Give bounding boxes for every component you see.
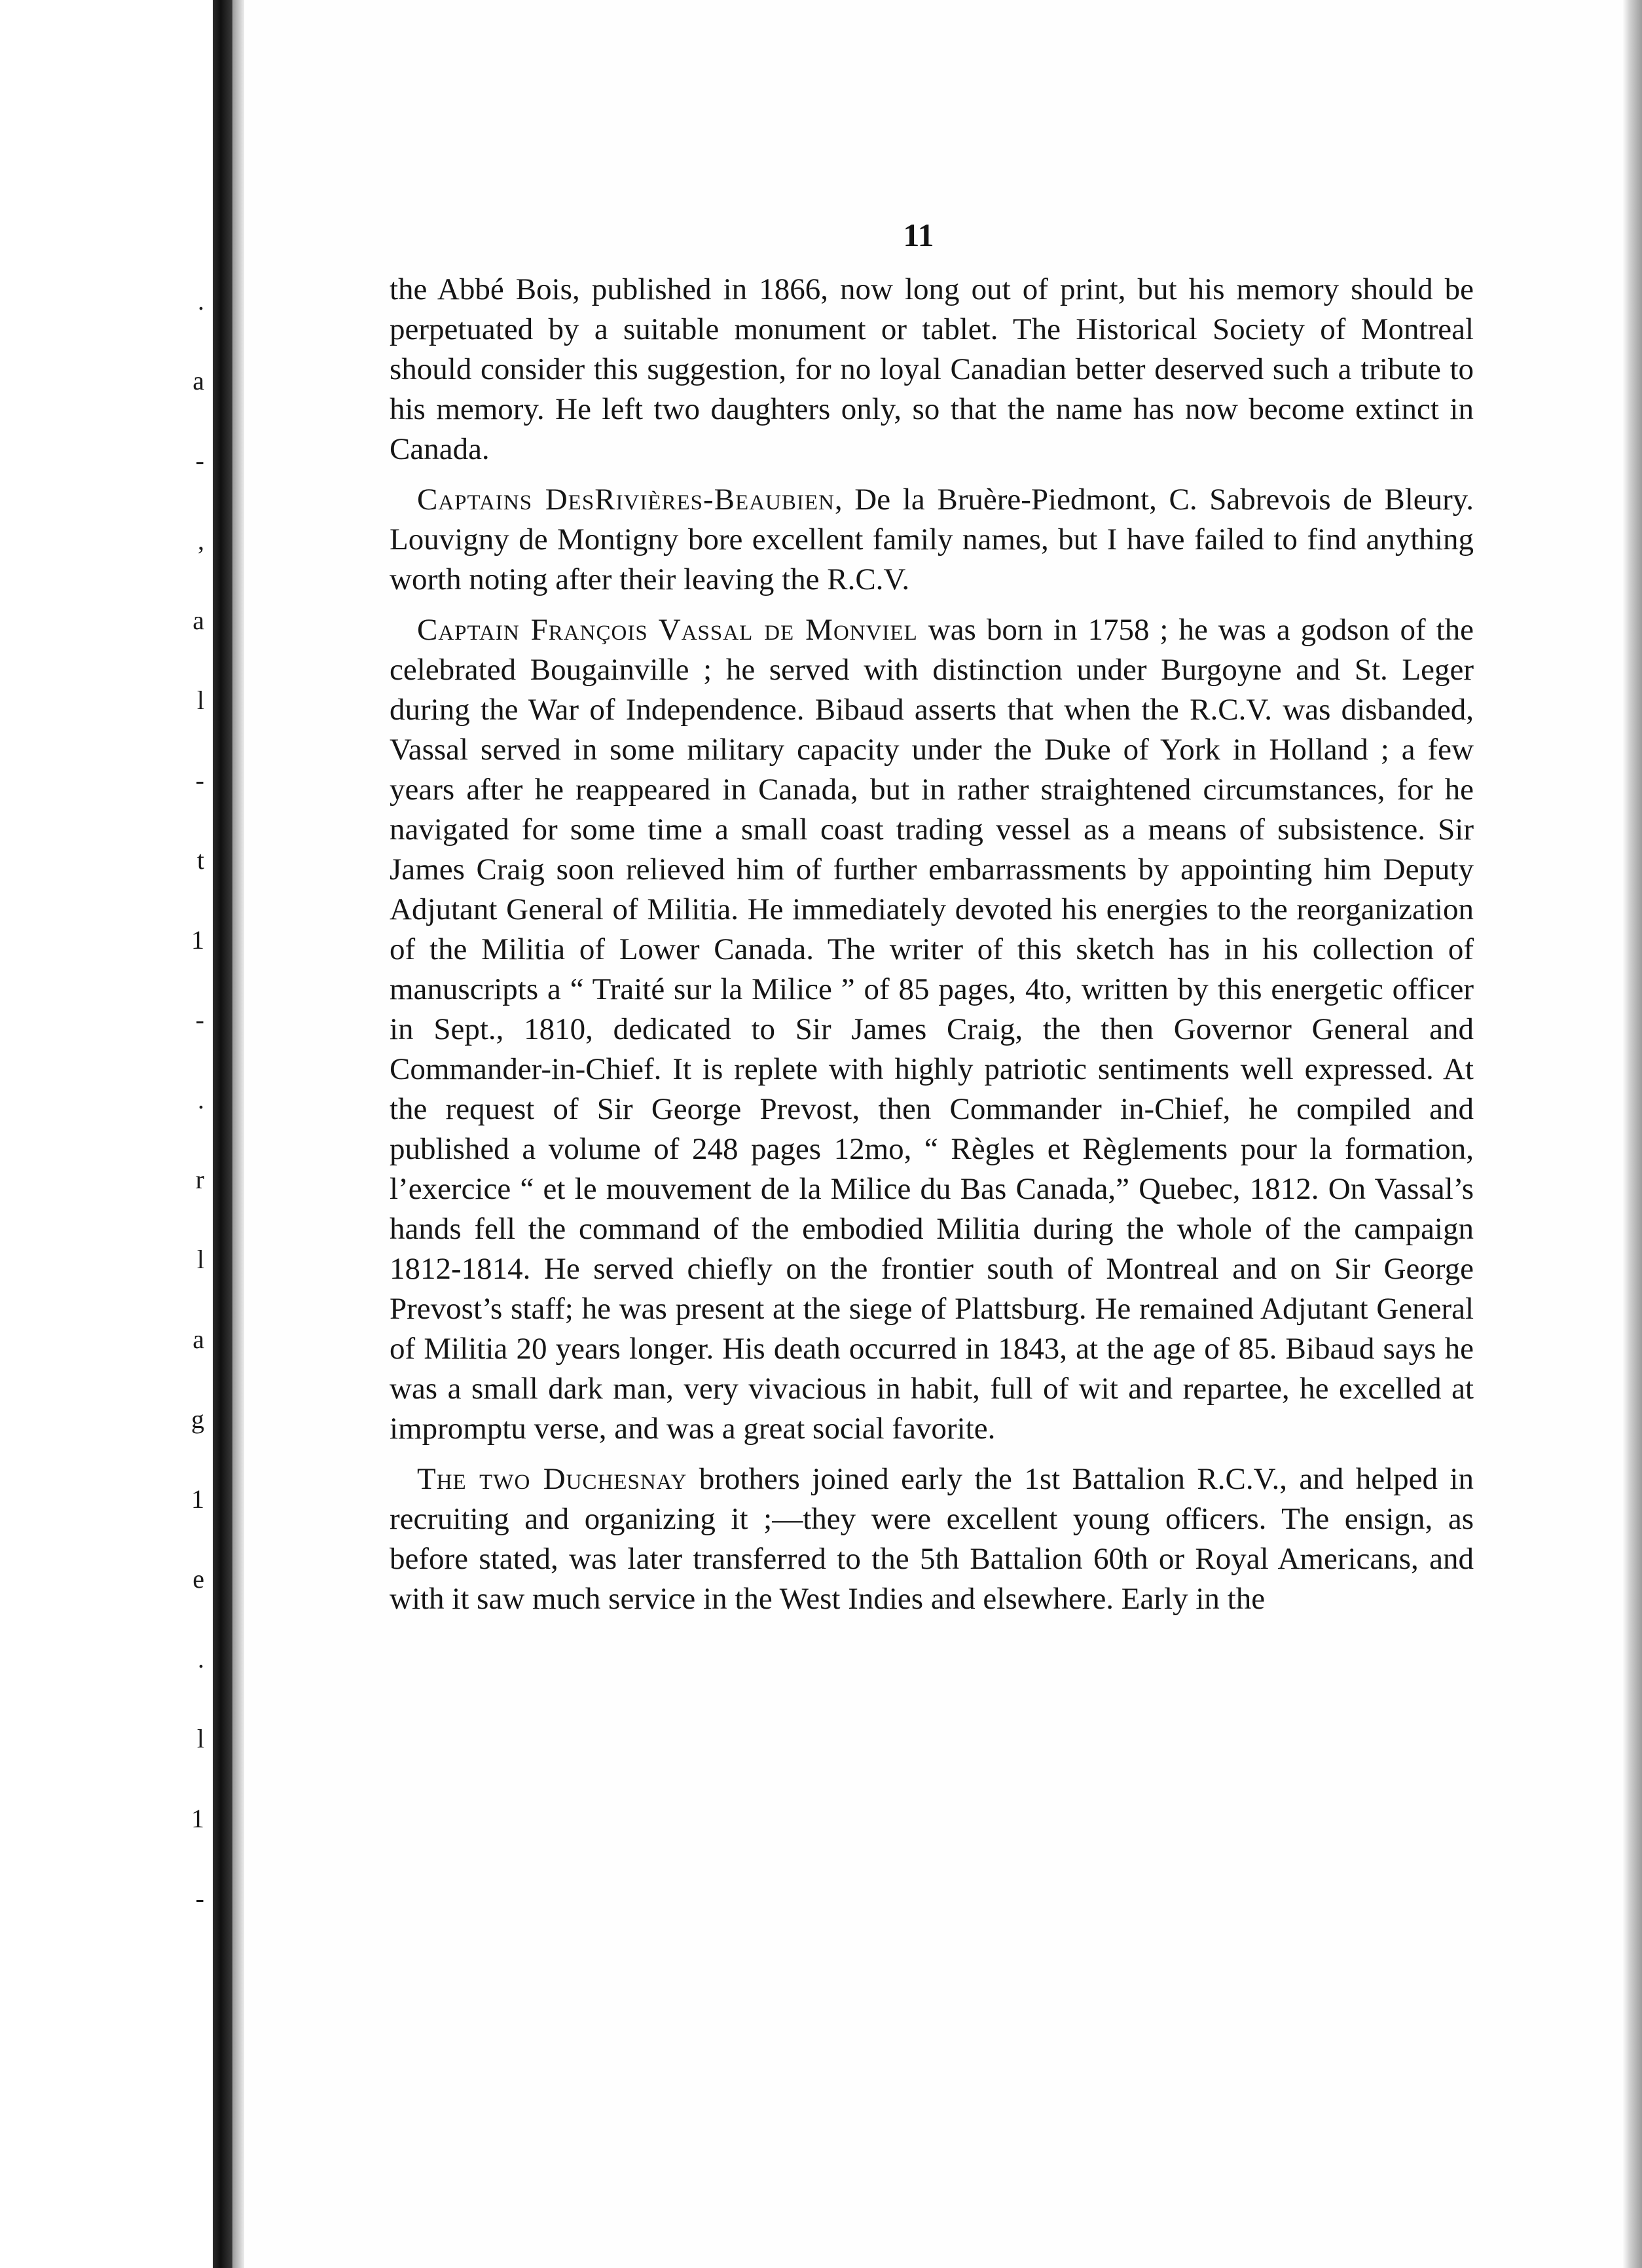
left-page-fragment: e — [192, 1564, 204, 1594]
left-page-fragment: a — [192, 366, 204, 395]
left-page-fragment: - — [195, 765, 204, 795]
left-page-text-fragments — [0, 0, 210, 2268]
left-page-fragment: 1 — [191, 1804, 204, 1833]
left-page-fragment: 1 — [191, 1484, 204, 1514]
book-page — [244, 0, 1622, 2268]
left-page-fragment: l — [196, 1724, 204, 1753]
left-page-fragment: - — [195, 446, 204, 475]
paragraph-lead: Captain François Vassal de Monviel — [417, 613, 918, 647]
left-page-fragment: , — [198, 526, 204, 555]
left-page-fragment: . — [198, 286, 204, 316]
left-page-fragment: . — [198, 1085, 204, 1114]
paragraph-captains-desrivieres — [390, 480, 1474, 600]
left-page-fragment: l — [196, 686, 204, 715]
paragraph-lead: Captains DesRivières-Beaubien — [417, 483, 835, 517]
paragraph-duchesnay-brothers — [390, 1459, 1474, 1619]
page-right-edge-shadow — [1622, 0, 1642, 2268]
left-page-fragment: 1 — [191, 925, 204, 955]
left-page-fragment: r — [195, 1165, 204, 1194]
book-gutter — [213, 0, 232, 2268]
left-page-fragment: - — [195, 1005, 204, 1034]
paragraph-text: brothers joined early the 1st Battalion R.C.V., and helped in recruiting and organizing it ;—they were excellent young officers. The ensign, as before stated, was later transferred to the 5th Battalion 60th or Royal Americans, and with it saw much service in the West Indies and elsewhere. Early in the — [390, 1462, 1474, 1616]
paragraph-abbe-bois — [390, 270, 1474, 469]
left-page-fragment: a — [192, 1325, 204, 1354]
paragraph-lead: The two Duchesnay — [417, 1462, 687, 1496]
paragraph-text: , De la Bruère-Piedmont, C. Sabrevois de Bleury. Louvigny de Montigny bore excellent family names, but I have failed to find anything worth noting after their leaving the R.C.V. — [390, 483, 1474, 596]
page-body-text — [390, 270, 1474, 1630]
gutter-shadow — [232, 0, 244, 2268]
paragraph-vassal-de-monviel — [390, 610, 1474, 1449]
left-page-fragment: . — [198, 1644, 204, 1674]
left-page-fragment: a — [192, 606, 204, 635]
paragraph-text: was born in 1758 ; he was a godson of the celebrated Bougainville ; he served with distinction under Burgoyne and St. Leger during the War of Independence. Bibaud asserts that when the R.C.V. was disbanded, Vassal served in some military capacity under the Duke of York in Holland ; a few years after he reappeared in Canada, but in rather straightened circumstances, for he navigated for some time a small coast trading vessel as a means of subsistence. Sir James Craig soon relieved him of further embarrassments by appointing him Deputy Adjutant General of Militia. He immediately devoted his energies to the reorganization of the Militia of Lower Canada. The writer of this sketch has in his collection of manuscripts a “ Traité sur la Milice ” of 85 pages, 4to, written by this energetic officer in Sept., 1810, dedicated to Sir James Craig, the then Governor General and Commander-in-Chief. It is replete with highly patriotic sentiments well expressed. At the request of Sir George Prevost, then Commander in-Chief, he compiled and published a volume of 248 pages 12mo, “ Règles et Règlements pour la formation, l’exercice “ et le mouvement de la Milice du Bas Canada,” Quebec, 1812. On Vassal’s hands fell the command of the embodied Militia during the whole of the campaign 1812-1814. He served chiefly on the frontier south of Montreal and on Sir George Prevost’s staff; he was present at the siege of Plattsburg. He remained Adjutant General of Militia 20 years longer. His death occurred in 1843, at the age of 85. Bibaud says he was a small dark man, very vivacious in habit, full of wit and repartee, he excelled at impromptu verse, and was a great social favorite. — [390, 613, 1474, 1446]
page-number: 11 — [903, 217, 934, 253]
left-page-fragment: t — [196, 845, 204, 875]
left-page-fragment: - — [195, 1884, 204, 1913]
left-page-fragment: g — [191, 1404, 204, 1434]
left-page-fragment: l — [196, 1245, 204, 1274]
paragraph-text: the Abbé Bois, published in 1866, now long out of print, but his memory should be perpetuated by a suitable monument or tablet. The Historical Society of Montreal should consider this suggestion, for no loyal Canadian better deserved such a tribute to his memory. He left two daughters only, so that the name has now become extinct in Canada. — [390, 272, 1474, 466]
